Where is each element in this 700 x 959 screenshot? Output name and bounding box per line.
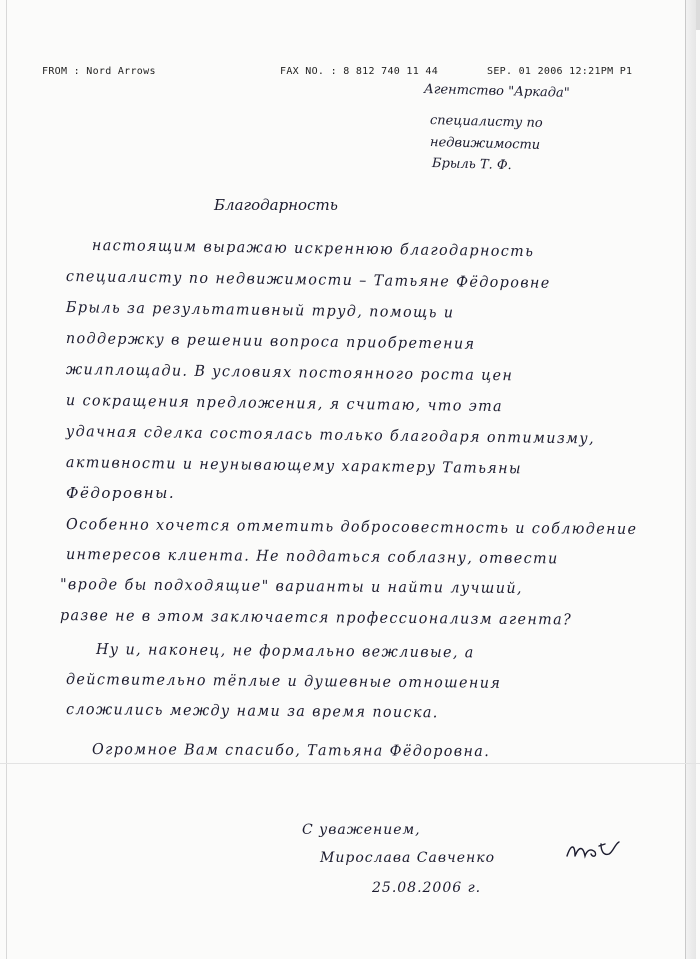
- body-line: активности и неунывающему характеру Татьяны: [65, 453, 523, 478]
- scan-edge-right: [685, 0, 686, 959]
- addressee-line: Агентство "Аркада": [423, 82, 570, 101]
- fax-from: FROM : Nord Arrows: [42, 66, 156, 77]
- body-line: настоящим выражаю искреннюю благодарность: [91, 236, 535, 261]
- body-line: интересов клиента. Не поддаться соблазну, отвести: [65, 545, 559, 568]
- closing-date: 25.08.2006 г.: [372, 880, 482, 896]
- body-line: жилплощади. В условиях постоянного роста цен: [65, 360, 514, 385]
- body-line: поддержку в решении вопроса приобретения: [65, 329, 476, 353]
- body-line: Огромное Вам спасибо, Татьяна Фёдоровна.: [91, 740, 491, 761]
- handwritten-signature: [565, 838, 621, 862]
- addressee-line: Брыль Т. Ф.: [431, 156, 512, 174]
- fax-header: [0, 66, 700, 80]
- closing-name: Мирослава Савченко: [320, 850, 496, 866]
- body-line: Брыль за результативный труд, помощь и: [65, 298, 455, 322]
- addressee-line: специалисту по: [429, 113, 543, 131]
- body-line: Особенно хочется отметить добросовестность и соблюдение: [65, 515, 638, 538]
- body-line: специалисту по недвижимости – Татьяне Фёдоровне: [65, 267, 551, 292]
- body-line: разве не в этом заключается профессионализм агента?: [59, 606, 573, 629]
- body-line: и сокращения предложения, я считаю, что эта: [65, 391, 504, 416]
- closing-regards: С уважением,: [302, 822, 421, 838]
- body-line: Ну и, наконец, не формально вежливые, а: [95, 640, 475, 662]
- body-line: действительно тёплые и душевные отношения: [65, 670, 502, 692]
- body-line: сложились между нами за время поиска.: [65, 700, 439, 722]
- scan-edge-left: [6, 0, 7, 959]
- paper-fold-line: [0, 763, 700, 764]
- fax-number: FAX NO. : 8 812 740 11 44: [280, 66, 439, 77]
- body-line: "вроде бы подходящие" варианты и найти лучший,: [59, 575, 524, 598]
- fax-date-time: SEP. 01 2006 12:21PM P1: [487, 66, 633, 77]
- body-line: удачная сделка состоялась только благодаря оптимизму,: [65, 422, 596, 448]
- scan-edge-shadow: [686, 0, 696, 959]
- letter-title: Благодарность: [214, 196, 338, 214]
- addressee-line: недвижимости: [429, 135, 541, 153]
- body-line: Фёдоровны.: [66, 484, 176, 502]
